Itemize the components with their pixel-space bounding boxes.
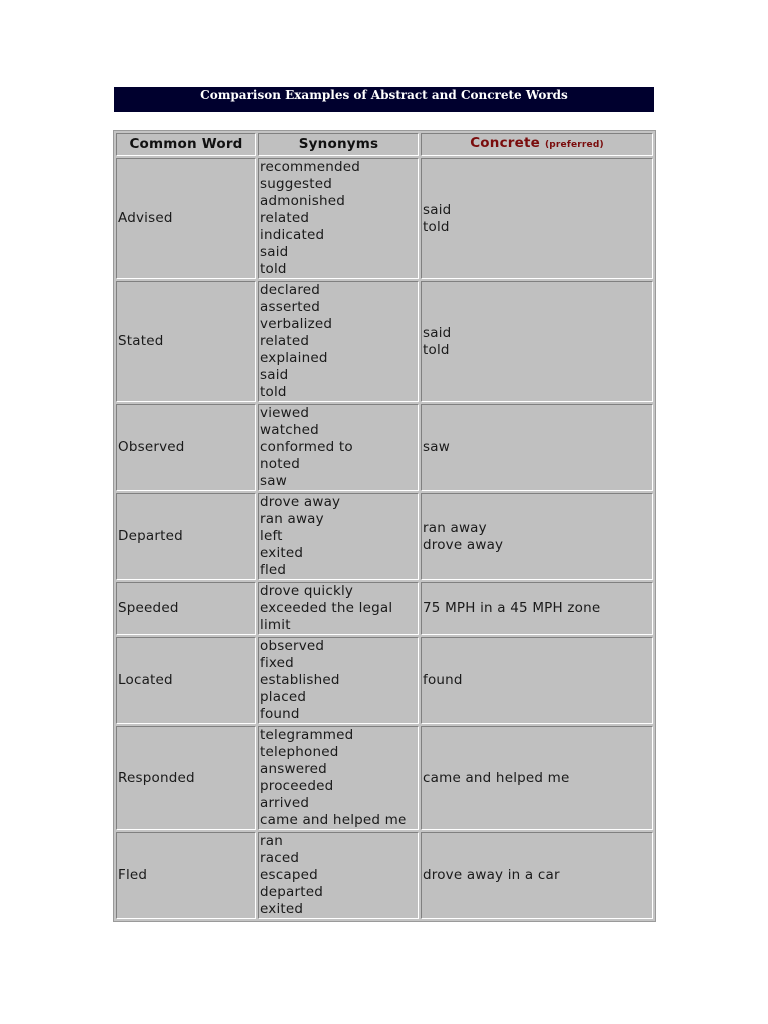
document-title: Comparison Examples of Abstract and Concrete Words bbox=[114, 87, 654, 112]
synonym-item: admonished bbox=[260, 193, 346, 209]
table-row bbox=[116, 281, 653, 402]
synonym-item: raced bbox=[260, 850, 300, 866]
common-word-cell: Departed bbox=[116, 493, 256, 580]
header-row bbox=[116, 133, 653, 156]
concrete-item: said bbox=[423, 201, 452, 218]
synonym-item: placed bbox=[260, 689, 307, 705]
concrete-item: told bbox=[423, 218, 450, 235]
concrete-item: came and helped me bbox=[423, 769, 570, 786]
concrete-cell bbox=[421, 158, 653, 279]
synonym-item: conformed to bbox=[260, 439, 353, 455]
synonym-item: drove quickly bbox=[260, 583, 354, 599]
synonym-item: exceeded the legal bbox=[260, 600, 393, 616]
synonym-item: fixed bbox=[260, 655, 294, 671]
comparison-table bbox=[113, 130, 656, 922]
header-concrete-label: Concrete bbox=[470, 135, 541, 151]
synonym-item: saw bbox=[260, 473, 287, 489]
concrete-cell bbox=[421, 493, 653, 580]
table-row bbox=[116, 158, 653, 279]
synonym-item: proceeded bbox=[260, 778, 334, 794]
concrete-cell bbox=[421, 582, 653, 635]
header-synonyms: Synonyms bbox=[258, 133, 419, 156]
synonyms-cell bbox=[258, 582, 419, 635]
synonym-item: watched bbox=[260, 422, 319, 438]
synonym-item: asserted bbox=[260, 299, 320, 315]
synonym-item: exited bbox=[260, 545, 304, 561]
header-common-word: Common Word bbox=[116, 133, 256, 156]
synonyms-cell bbox=[258, 832, 419, 919]
common-word-cell: Speeded bbox=[116, 582, 256, 635]
synonym-item: left bbox=[260, 528, 283, 544]
synonym-item: arrived bbox=[260, 795, 310, 811]
table-row bbox=[116, 832, 653, 919]
synonyms-cell bbox=[258, 637, 419, 724]
concrete-item: said bbox=[423, 324, 452, 341]
concrete-cell bbox=[421, 637, 653, 724]
synonym-item: indicated bbox=[260, 227, 325, 243]
synonym-item: telephoned bbox=[260, 744, 339, 760]
table-row bbox=[116, 404, 653, 491]
synonym-item: told bbox=[260, 261, 287, 277]
synonym-item: declared bbox=[260, 282, 321, 298]
common-word-cell: Located bbox=[116, 637, 256, 724]
concrete-item: found bbox=[423, 672, 463, 688]
concrete-item: drove away bbox=[423, 536, 504, 553]
synonym-item: said bbox=[260, 244, 289, 260]
header-preferred-note: (preferred) bbox=[544, 140, 604, 150]
synonym-item: exited bbox=[260, 901, 304, 917]
synonym-item: limit bbox=[260, 617, 291, 633]
synonyms-cell bbox=[258, 493, 419, 580]
concrete-item: told bbox=[423, 341, 450, 358]
synonyms-cell bbox=[258, 281, 419, 402]
concrete-cell bbox=[421, 726, 653, 830]
synonym-item: ran away bbox=[260, 511, 324, 527]
header-concrete bbox=[421, 133, 653, 156]
concrete-cell bbox=[421, 832, 653, 919]
synonym-item: observed bbox=[260, 638, 325, 654]
synonym-item: verbalized bbox=[260, 316, 333, 332]
concrete-item: 75 MPH in a 45 MPH zone bbox=[423, 600, 601, 616]
synonym-item: said bbox=[260, 367, 289, 383]
table-row bbox=[116, 637, 653, 724]
synonym-item: told bbox=[260, 384, 287, 400]
synonym-item: answered bbox=[260, 761, 327, 777]
table-row bbox=[116, 582, 653, 635]
synonym-item: explained bbox=[260, 350, 328, 366]
common-word-cell: Advised bbox=[116, 158, 256, 279]
synonym-item: escaped bbox=[260, 867, 318, 883]
concrete-cell bbox=[421, 281, 653, 402]
concrete-item: drove away in a car bbox=[423, 867, 560, 883]
synonyms-cell bbox=[258, 158, 419, 279]
common-word-cell: Fled bbox=[116, 832, 256, 919]
synonym-item: departed bbox=[260, 884, 324, 900]
concrete-item: ran away bbox=[423, 519, 487, 536]
synonym-item: recommended bbox=[260, 159, 361, 175]
synonym-item: ran bbox=[260, 833, 283, 849]
synonyms-cell bbox=[258, 726, 419, 830]
synonym-item: viewed bbox=[260, 405, 310, 421]
synonym-item: noted bbox=[260, 456, 300, 472]
table-row bbox=[116, 493, 653, 580]
concrete-cell bbox=[421, 404, 653, 491]
synonym-item: drove away bbox=[260, 494, 341, 510]
common-word-cell: Responded bbox=[116, 726, 256, 830]
synonym-item: fled bbox=[260, 562, 287, 578]
table-row bbox=[116, 726, 653, 830]
synonym-item: telegrammed bbox=[260, 727, 354, 743]
concrete-item: saw bbox=[423, 439, 450, 455]
synonym-item: found bbox=[260, 706, 300, 722]
synonym-item: came and helped me bbox=[260, 812, 407, 828]
common-word-cell: Stated bbox=[116, 281, 256, 402]
synonym-item: suggested bbox=[260, 176, 333, 192]
table-body bbox=[116, 158, 653, 919]
synonym-item: established bbox=[260, 672, 340, 688]
synonym-item: related bbox=[260, 333, 310, 349]
synonym-item: related bbox=[260, 210, 310, 226]
common-word-cell: Observed bbox=[116, 404, 256, 491]
synonyms-cell bbox=[258, 404, 419, 491]
